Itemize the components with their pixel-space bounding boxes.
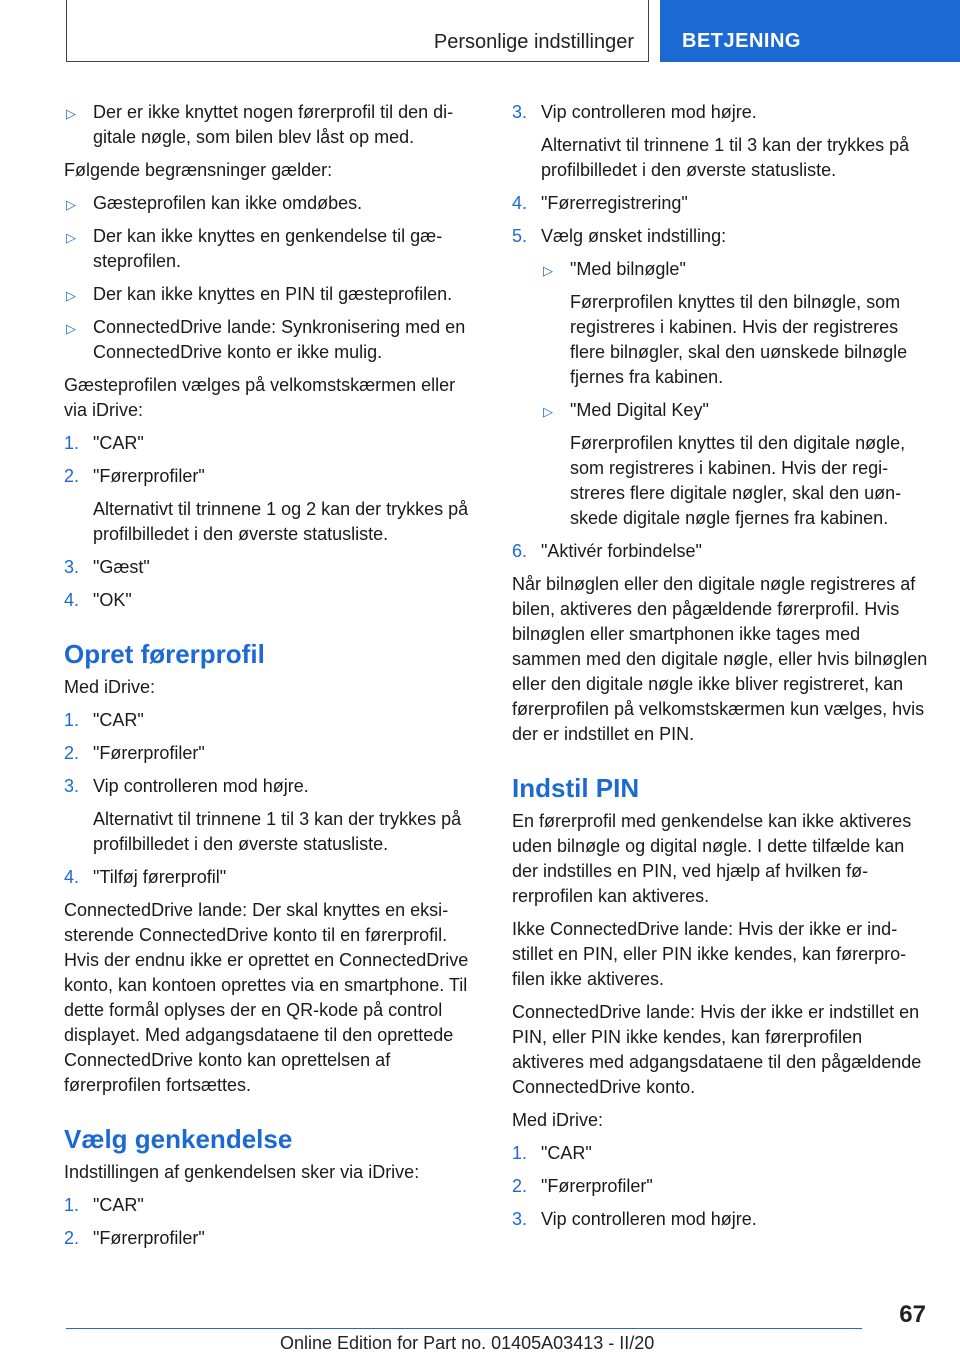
step-number: 2. — [512, 1176, 528, 1196]
step-item: 2. "Førerprofiler" — [64, 464, 480, 489]
option-item: ▷ "Med Digital Key" — [541, 398, 928, 423]
option-note: Førerprofilen knyttes til den bilnøgle, som registreres i kabinen. Hvis der registreres flere bilnøgler, skal den uønskede bilnøgle fjernes fra kabinen. — [570, 292, 908, 387]
bullet-item: ▷ Der kan ikke knyttes en genkendelse til gæsteprofilen. — [66, 226, 443, 271]
paragraph: En førerprofil med genkendelse kan ikke aktiveres uden bilnøgle og digital nøgle. I dette tilfælde kan der indstilles en PIN, ved hjælp af hvilken førerprofilen kan aktiveres. — [512, 811, 912, 906]
page-number: 67 — [899, 1301, 926, 1328]
step-note: Alternativt til trinnene 1 til 3 kan der trykkes på profilbilledet i den øverste statusliste. — [541, 135, 910, 180]
right-column — [512, 100, 928, 1240]
paragraph: Med iDrive: — [512, 1110, 604, 1130]
paragraph: Med iDrive: — [64, 677, 156, 697]
paragraph: Følgende begrænsninger gælder: — [64, 160, 333, 180]
triangle-bullet-icon: ▷ — [66, 321, 76, 336]
section-title: Personlige indstillinger — [433, 31, 634, 53]
step-note: Alternativt til trinnene 1 og 2 kan der trykkes på profilbilledet i den øverste statusliste. — [93, 499, 469, 544]
paragraph: Når bilnøglen eller den digitale nøgle registreres af bilen, aktiveres den pågældende førerprofil. Hvis bilnøglen eller smartphonen ikke tages med sammen med den digitale nøgle, eller hvis bilnøglen eller den digitale nøgle ikke bliver registreret, kan førerprofilen på velkomstskærmen kun vælges, hvis der er indstillet en PIN. — [512, 574, 928, 744]
section-tab — [66, 0, 649, 62]
step-number: 3. — [64, 776, 80, 796]
step-item: 5. Vælg ønsket indstilling: — [512, 224, 928, 249]
step-item: 2. "Førerprofiler" — [64, 1226, 480, 1251]
step-number: 1. — [64, 1195, 80, 1215]
triangle-bullet-icon: ▷ — [543, 404, 553, 419]
bullet-item: ▷ Gæsteprofilen kan ikke omdøbes. — [64, 191, 480, 216]
triangle-bullet-icon: ▷ — [66, 106, 76, 121]
chapter-title: BETJENING — [682, 30, 801, 52]
step-number: 1. — [512, 1143, 528, 1163]
step-item: 1. "CAR" — [512, 1141, 928, 1166]
step-number: 6. — [512, 541, 528, 561]
paragraph: ConnectedDrive lande: Hvis der ikke er indstillet en PIN, eller PIN ikke kendes, kan førerprofilen aktiveres med adgangsdataene til den pågældende ConnectedDrive konto. — [512, 1002, 922, 1097]
option-note: Førerprofilen knyttes til den digitale nøgle, som registreres i kabinen. Hvis der registreres flere digitale nøgler, skal den uønskede digitale nøgle fjernes fra kabinen. — [570, 433, 906, 528]
step-item: 3. Vip controlleren mod højre. — [512, 100, 928, 125]
chapter-tab — [660, 0, 960, 62]
step-number: 3. — [512, 102, 528, 122]
paragraph: Ikke ConnectedDrive lande: Hvis der ikke er indstillet en PIN, eller PIN ikke kendes, kan førerprofilen ikke aktiveres. — [512, 919, 907, 989]
paragraph: ConnectedDrive lande: Der skal knyttes en eksisterende ConnectedDrive konto til en førerprofil. Hvis der endnu ikke er oprettet en ConnectedDrive konto, kan kontoen oprettes via en smartphone. Til dette formål oplyses der en QR-kode på control displayet. Med adgangsdataene til den oprettede ConnectedDrive konto kan oprettelsen af førerprofilen fortsættes. — [64, 900, 469, 1095]
footer-divider — [66, 1328, 862, 1329]
step-item: 3. Vip controlleren mod højre. — [64, 774, 480, 799]
triangle-bullet-icon: ▷ — [66, 197, 76, 212]
section-heading: Vælg genkendelse — [64, 1124, 293, 1154]
bullet-item: ▷ ConnectedDrive lande: Synkronisering med en ConnectedDrive konto er ikke mulig. — [66, 317, 466, 362]
bullet-item: ▷ Der kan ikke knyttes en PIN til gæsteprofilen. — [64, 282, 480, 307]
step-number: 3. — [64, 557, 80, 577]
triangle-bullet-icon: ▷ — [543, 263, 553, 278]
option-item: ▷ "Med bilnøgle" — [541, 257, 928, 282]
page-header — [66, 0, 960, 64]
step-item: 1. "CAR" — [64, 708, 480, 733]
edition-line: Online Edition for Part no. 01405A03413 - II/20 — [280, 1333, 655, 1353]
triangle-bullet-icon: ▷ — [66, 230, 76, 245]
step-item: 2. "Førerprofiler" — [64, 741, 480, 766]
step-note: Alternativt til trinnene 1 til 3 kan der trykkes på profilbilledet i den øverste statusliste. — [93, 809, 462, 854]
section-heading: Opret førerprofil — [64, 639, 265, 669]
step-number: 4. — [64, 590, 80, 610]
step-number: 1. — [64, 433, 80, 453]
step-item: 1. "CAR" — [64, 1193, 480, 1218]
step-item: 3. "Gæst" — [64, 555, 480, 580]
step-number: 2. — [64, 466, 80, 486]
step-number: 4. — [512, 193, 528, 213]
step-item: 4. "Førerregistrering" — [512, 191, 928, 216]
step-item: 4. "OK" — [64, 588, 480, 613]
step-number: 4. — [64, 867, 80, 887]
step-number: 3. — [512, 1209, 528, 1229]
triangle-bullet-icon: ▷ — [66, 288, 76, 303]
step-number: 2. — [64, 1228, 80, 1248]
left-column — [64, 100, 480, 1259]
step-item: 4. "Tilføj førerprofil" — [64, 865, 480, 890]
bullet-item: ▷ Der er ikke knyttet nogen førerprofil til den digitale nøgle, som bilen blev låst op med. — [66, 102, 454, 147]
paragraph: Gæsteprofilen vælges på velkomstskærmen eller via iDrive: — [64, 375, 456, 420]
step-item: 2. "Førerprofiler" — [512, 1174, 928, 1199]
step-number: 1. — [64, 710, 80, 730]
step-item: 1. "CAR" — [64, 431, 480, 456]
section-heading: Indstil PIN — [512, 773, 640, 803]
step-number: 2. — [64, 743, 80, 763]
paragraph: Indstillingen af genkendelsen sker via iDrive: — [64, 1162, 420, 1182]
step-number: 5. — [512, 226, 528, 246]
step-item: 6. "Aktivér forbindelse" — [512, 539, 928, 564]
step-item: 3. Vip controlleren mod højre. — [512, 1207, 928, 1232]
